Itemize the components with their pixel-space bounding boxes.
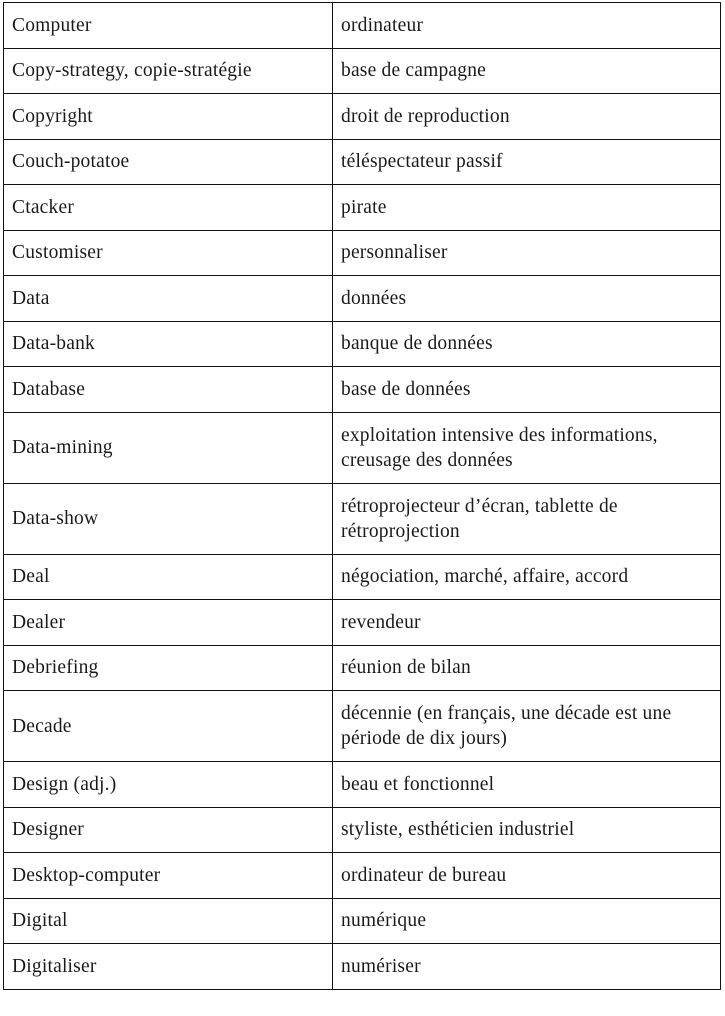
term-cell: Data-mining bbox=[4, 412, 333, 483]
term-cell: Design (adj.) bbox=[4, 762, 333, 808]
translation-cell: styliste, esthéticien industriel bbox=[333, 807, 721, 853]
table-row bbox=[4, 762, 721, 808]
table-row bbox=[4, 321, 721, 367]
term-cell: Deal bbox=[4, 554, 333, 600]
term-cell: Data-show bbox=[4, 483, 333, 554]
translation-cell: beau et fonctionnel bbox=[333, 762, 721, 808]
translation-cell: base de campagne bbox=[333, 48, 721, 94]
term-cell: Copyright bbox=[4, 94, 333, 140]
translation-cell: exploitation intensive des informations, creusage des données bbox=[333, 412, 721, 483]
table-row bbox=[4, 807, 721, 853]
term-cell: Dealer bbox=[4, 600, 333, 646]
term-cell: Designer bbox=[4, 807, 333, 853]
translation-cell: négociation, marché, affaire, accord bbox=[333, 554, 721, 600]
table-row bbox=[4, 3, 721, 49]
translation-cell: réunion de bilan bbox=[333, 645, 721, 691]
table-row bbox=[4, 230, 721, 276]
term-cell: Desktop-computer bbox=[4, 853, 333, 899]
term-cell: Decade bbox=[4, 691, 333, 762]
translation-cell: décennie (en français, une décade est une période de dix jours) bbox=[333, 691, 721, 762]
translation-cell: personnaliser bbox=[333, 230, 721, 276]
table-row bbox=[4, 367, 721, 413]
table-row bbox=[4, 483, 721, 554]
translation-cell: données bbox=[333, 276, 721, 322]
term-cell: Data-bank bbox=[4, 321, 333, 367]
translation-cell: droit de reproduction bbox=[333, 94, 721, 140]
table-row bbox=[4, 94, 721, 140]
glossary-table bbox=[3, 2, 721, 990]
table-row bbox=[4, 412, 721, 483]
term-cell: Digitaliser bbox=[4, 944, 333, 990]
table-row bbox=[4, 898, 721, 944]
table-row bbox=[4, 139, 721, 185]
term-cell: Debriefing bbox=[4, 645, 333, 691]
table-row bbox=[4, 185, 721, 231]
translation-cell: rétroprojecteur d’écran, tablette de rétroprojection bbox=[333, 483, 721, 554]
table-row bbox=[4, 944, 721, 990]
table-row bbox=[4, 48, 721, 94]
term-cell: Digital bbox=[4, 898, 333, 944]
translation-cell: banque de données bbox=[333, 321, 721, 367]
table-row bbox=[4, 276, 721, 322]
translation-cell: ordinateur de bureau bbox=[333, 853, 721, 899]
translation-cell: numériser bbox=[333, 944, 721, 990]
term-cell: Customiser bbox=[4, 230, 333, 276]
table-row bbox=[4, 600, 721, 646]
table-row bbox=[4, 645, 721, 691]
translation-cell: revendeur bbox=[333, 600, 721, 646]
term-cell: Ctacker bbox=[4, 185, 333, 231]
translation-cell: ordinateur bbox=[333, 3, 721, 49]
table-row bbox=[4, 554, 721, 600]
term-cell: Computer bbox=[4, 3, 333, 49]
translation-cell: numérique bbox=[333, 898, 721, 944]
term-cell: Data bbox=[4, 276, 333, 322]
translation-cell: téléspectateur passif bbox=[333, 139, 721, 185]
term-cell: Database bbox=[4, 367, 333, 413]
translation-cell: pirate bbox=[333, 185, 721, 231]
table-row bbox=[4, 691, 721, 762]
translation-cell: base de données bbox=[333, 367, 721, 413]
term-cell: Couch-potatoe bbox=[4, 139, 333, 185]
term-cell: Copy-strategy, copie-stratégie bbox=[4, 48, 333, 94]
table-row bbox=[4, 853, 721, 899]
